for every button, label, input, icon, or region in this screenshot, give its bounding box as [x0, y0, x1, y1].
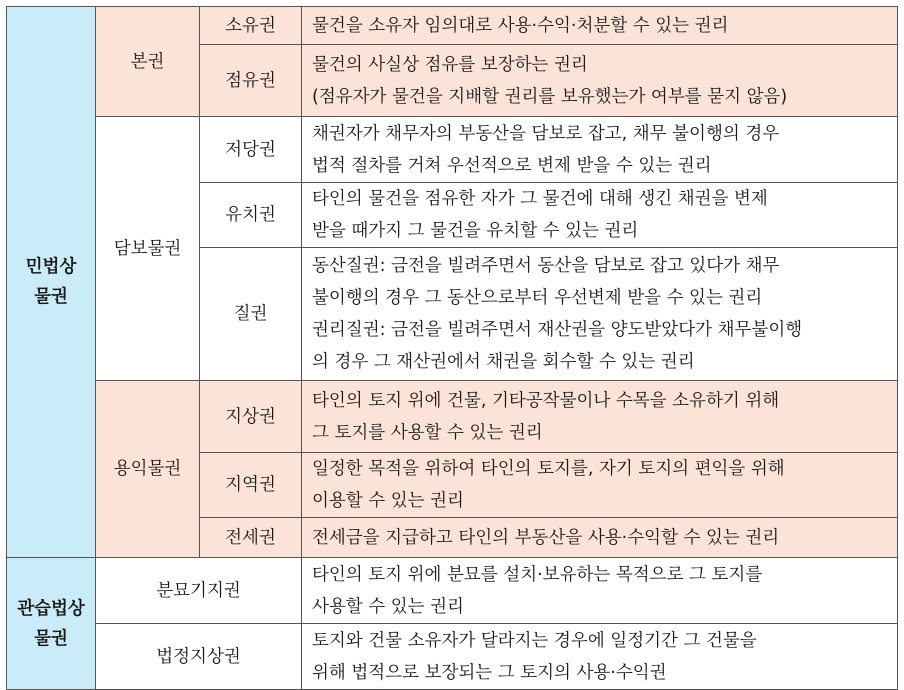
right-desc [302, 381, 898, 453]
desc-line: 위해 법적으로 보장되는 그 토지의 사용·수익권 [312, 662, 667, 683]
table-row [7, 7, 898, 45]
right-name: 점유권 [200, 45, 302, 117]
desc-line: 타인의 물건을 점유한 자가 그 물건에 대해 생긴 채권을 변제 [312, 189, 768, 209]
subgroup-cell: 본권 [96, 7, 200, 117]
category-label: 물권 [34, 628, 68, 649]
right-desc [302, 7, 898, 45]
desc-line: 타인의 토지 위에 분묘를 설치·보유하는 목적으로 그 토지를 [312, 564, 763, 585]
desc-line: 채권자가 채무자의 부동산을 담보로 잡고, 채무 불이행의 경우 [312, 123, 780, 144]
right-desc [302, 624, 898, 690]
subgroup-cell: 용익물권 [96, 381, 200, 558]
table-row [7, 624, 898, 690]
desc-line: 물건을 소유자 임의대로 사용·수익·처분할 수 있는 권리 [312, 15, 729, 36]
right-desc [302, 117, 898, 183]
right-name: 저당권 [200, 117, 302, 183]
desc-line: 그 토지를 사용할 수 있는 권리 [312, 422, 543, 443]
right-name: 전세권 [200, 518, 302, 558]
desc-line: 토지와 건물 소유자가 달라지는 경우에 일정기간 그 건물을 [312, 630, 757, 651]
right-desc [302, 183, 898, 248]
category-label: 물권 [34, 287, 68, 307]
right-name: 지상권 [200, 381, 302, 453]
desc-line: 불이행의 경우 그 동산으로부터 우선변제 받을 수 있는 권리 [312, 288, 763, 308]
desc-line: 이용할 수 있는 권리 [312, 491, 464, 511]
desc-line: 의 경우 그 재산권에서 채권을 회수할 수 있는 권리 [312, 352, 695, 372]
desc-line: 전세금을 지급하고 타인의 부동산을 사용·수익할 수 있는 권리 [312, 527, 780, 548]
category-cell [7, 7, 96, 558]
category-cell [7, 558, 96, 690]
category-label: 민법상 [25, 257, 77, 277]
right-desc [302, 248, 898, 381]
right-desc [302, 45, 898, 117]
right-name: 분묘기지권 [96, 558, 302, 624]
desc-line: 물건의 사실상 점유를 보장하는 권리 [312, 54, 588, 75]
table-row [7, 558, 898, 624]
desc-line: 동산질권: 금전을 빌려주면서 동산을 담보로 잡고 있다가 채무 [312, 256, 780, 276]
right-name: 유치권 [200, 183, 302, 248]
subgroup-cell: 담보물권 [96, 117, 200, 381]
desc-line: 권리질권: 금전을 빌려주면서 재산권을 양도받았다가 채무불이행 [312, 320, 803, 340]
desc-line: 받을 때가지 그 물건을 유치할 수 있는 권리 [312, 221, 639, 241]
right-name: 지역권 [200, 453, 302, 518]
right-desc [302, 453, 898, 518]
table-row [7, 117, 898, 183]
right-name: 법정지상권 [96, 624, 302, 690]
category-label: 관습법상 [17, 598, 85, 619]
desc-line: (점유자가 물건을 지배할 권리를 보유했는가 여부를 묻지 않음) [312, 86, 788, 107]
right-name: 질권 [200, 248, 302, 381]
property-rights-table [6, 6, 898, 690]
desc-line: 사용할 수 있는 권리 [312, 596, 464, 617]
right-name: 소유권 [200, 7, 302, 45]
right-desc [302, 518, 898, 558]
desc-line: 법적 절차를 거쳐 우선적으로 변제 받을 수 있는 권리 [312, 155, 712, 176]
desc-line: 일정한 목적을 위하여 타인의 토지를, 자기 토지의 편익을 위해 [312, 459, 785, 479]
right-desc [302, 558, 898, 624]
desc-line: 타인의 토지 위에 건물, 기타공작물이나 수목을 소유하기 위해 [312, 390, 780, 411]
table-row [7, 381, 898, 453]
